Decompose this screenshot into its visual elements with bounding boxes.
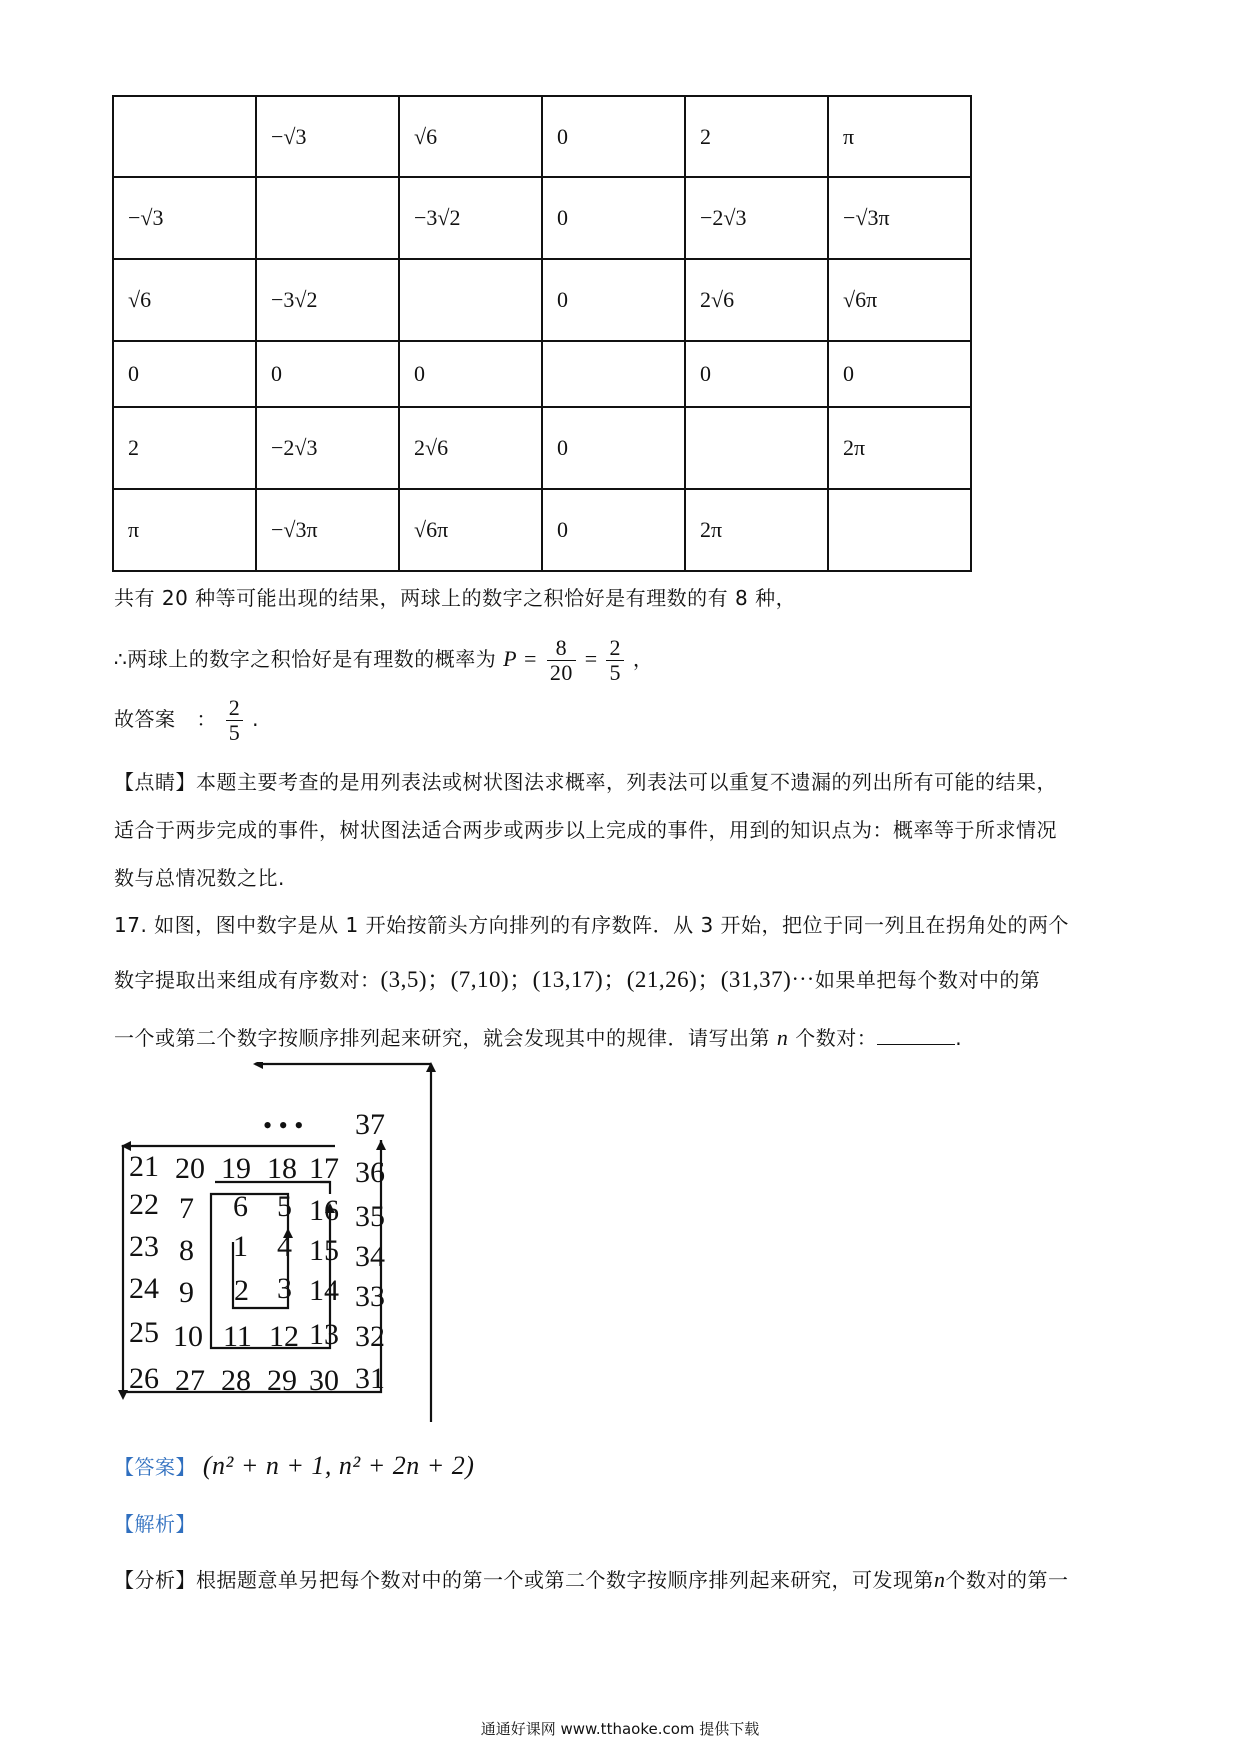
table-cell: 0 [542, 177, 685, 259]
fenxi-line: 【分析】根据题意单另把每个数对中的第一个或第二个数字按顺序排列起来研究，可发现第n个数对的第一 [114, 1567, 1069, 1592]
table-cell: 0 [113, 341, 256, 407]
analysis-label: 【解析】 [114, 1512, 196, 1536]
spiral-number: 32 [355, 1320, 385, 1353]
table-row [113, 407, 971, 489]
table-cell: π [113, 489, 256, 571]
dianjing-line-2: 适合于两步完成的事件，树状图法适合两步或两步以上完成的事件，用到的知识点为：概率等于所求情况 [114, 818, 1057, 842]
spiral-number: 14 [309, 1274, 339, 1307]
answer-short-line: 故答案 ： $\frac{2}{5}$ . [114, 695, 259, 745]
fraction-2-5: $\frac{2}{5}$ [606, 636, 624, 685]
spiral-number: 34 [355, 1240, 385, 1273]
table-row [113, 96, 971, 177]
p-symbol: P = [503, 646, 538, 671]
answer-fraction: $\frac{2}{5}$ [226, 696, 244, 745]
table-row [113, 489, 971, 571]
table-cell: 0 [542, 96, 685, 177]
spiral-number-array [115, 1062, 445, 1422]
table-cell: −2√3 [256, 407, 399, 489]
table-cell: −3√2 [399, 177, 542, 259]
spiral-number: 6 [233, 1190, 248, 1223]
ordered-pairs: (3,5)；(7,10)；(13,17)；(21,26)；(31,37)⋯ [380, 967, 815, 992]
table-cell: 2 [113, 407, 256, 489]
table-cell: 0 [542, 259, 685, 341]
fraction-8-20: $\frac{8}{20}$ [547, 636, 576, 685]
table-cell: 2√6 [685, 259, 828, 341]
spiral-number: 30 [309, 1364, 339, 1397]
spiral-number: 12 [269, 1320, 299, 1353]
table-cell [113, 96, 256, 177]
spiral-number: 20 [175, 1152, 205, 1185]
spiral-number: 1 [233, 1230, 248, 1263]
table-cell: 0 [685, 341, 828, 407]
question-17-line-2: 数字提取出来组成有序数对：(3,5)；(7,10)；(13,17)；(21,26)；(31,37)⋯如果单把每个数对中的第 [114, 967, 1041, 992]
table-cell: 2π [828, 407, 971, 489]
table-cell: √6π [399, 489, 542, 571]
spiral-number: 13 [309, 1318, 339, 1351]
question-17-line-1: 17. 如图，图中数字是从 1 开始按箭头方向排列的有序数阵．从 3 开始，把位于同一列且在拐角处的两个 [114, 913, 1070, 937]
probability-line: ∴两球上的数字之积恰好是有理数的概率为 P = $\frac{8}{20}$ = $\frac{2}{5}$ ， [114, 635, 654, 685]
dianjing-line-1: 【点睛】本题主要考查的是用列表法或树状图法求概率，列表法可以重复不遗漏的列出所有可能的结果， [114, 770, 1057, 794]
spiral-number: 23 [129, 1230, 159, 1263]
spiral-number: 29 [267, 1364, 297, 1397]
result-count-line: 共有 20 种等可能出现的结果，两球上的数字之积恰好是有理数的有 8 种， [114, 586, 797, 610]
table-cell: 2 [685, 96, 828, 177]
table-cell: −√3 [256, 96, 399, 177]
spiral-number: 25 [129, 1316, 159, 1349]
table-cell: −√3π [256, 489, 399, 571]
spiral-number: 7 [179, 1192, 194, 1225]
spiral-number: 35 [355, 1200, 385, 1233]
spiral-number: 2 [234, 1274, 249, 1307]
spiral-number: 26 [129, 1362, 159, 1395]
spiral-number: 3 [277, 1272, 292, 1305]
spiral-number: 16 [309, 1194, 339, 1227]
table-cell: √6 [113, 259, 256, 341]
table-row [113, 341, 971, 407]
table-cell: −√3π [828, 177, 971, 259]
table-cell [399, 259, 542, 341]
spiral-number: 8 [179, 1234, 194, 1267]
table-row [113, 177, 971, 259]
table-cell: π [828, 96, 971, 177]
spiral-number: 9 [179, 1276, 194, 1309]
table-cell: 0 [542, 489, 685, 571]
table-cell: 0 [828, 341, 971, 407]
spiral-number: 36 [355, 1156, 385, 1189]
answer-label: 【答案】 [114, 1455, 196, 1479]
third-ring-right-arrow [123, 1142, 381, 1392]
table-row [113, 259, 971, 341]
spiral-number: 21 [129, 1150, 159, 1183]
spiral-number: 33 [355, 1280, 385, 1313]
table-cell: 0 [256, 341, 399, 407]
spiral-number: 4 [277, 1230, 292, 1263]
spiral-number: 18 [267, 1152, 297, 1185]
answer-line [114, 1452, 474, 1481]
table-cell: 0 [399, 341, 542, 407]
ellipsis-dots: • • • [263, 1111, 304, 1140]
table-cell: −3√2 [256, 259, 399, 341]
table-cell: 2π [685, 489, 828, 571]
table-cell: −√3 [113, 177, 256, 259]
spiral-number: 19 [221, 1152, 251, 1185]
table-cell: −2√3 [685, 177, 828, 259]
spiral-number: 27 [175, 1364, 205, 1397]
spiral-number: 37 [355, 1108, 385, 1141]
question-17-line-3: 一个或第二个数字按顺序排列起来研究，就会发现其中的规律．请写出第 n 个数对： . [114, 1025, 963, 1050]
probability-text: ∴两球上的数字之积恰好是有理数的概率为 [114, 647, 497, 671]
spiral-number: 31 [355, 1362, 385, 1395]
table-cell [256, 177, 399, 259]
table-cell [828, 489, 971, 571]
spiral-number: 5 [277, 1190, 292, 1223]
spiral-number: 22 [129, 1188, 159, 1221]
table-cell: 2√6 [399, 407, 542, 489]
spiral-number: 24 [129, 1272, 159, 1305]
table-cell: 0 [542, 407, 685, 489]
spiral-number: 11 [223, 1320, 252, 1353]
dianjing-line-3: 数与总情况数之比. [114, 866, 285, 890]
product-table [112, 95, 972, 572]
spiral-number: 28 [221, 1364, 251, 1397]
equals-sign: = [584, 646, 598, 671]
spiral-number: 15 [309, 1234, 339, 1267]
table-cell: √6π [828, 259, 971, 341]
table-cell [685, 407, 828, 489]
answer-blank [877, 1024, 955, 1045]
spiral-number: 17 [309, 1152, 339, 1185]
spiral-number: 10 [173, 1320, 203, 1353]
answer-value: (n² + n + 1, n² + 2n + 2) [202, 1451, 475, 1480]
table-cell: √6 [399, 96, 542, 177]
table-cell [542, 341, 685, 407]
footer: 通通好课网 www.tthaoke.com 提供下载 [480, 1720, 760, 1738]
